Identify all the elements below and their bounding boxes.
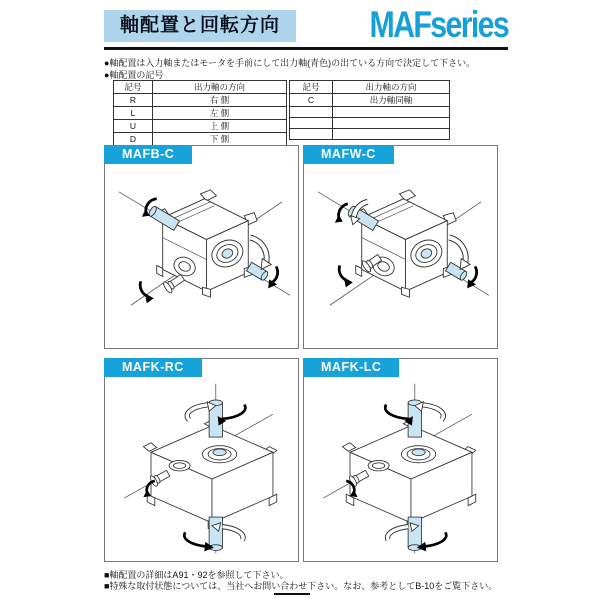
- shaft-symbol-table-right: [289, 80, 450, 140]
- page-title: 軸配置と回転方向: [104, 10, 296, 42]
- panel-label-mafk-lc: MAFK-LC: [303, 358, 399, 377]
- gearbox-drawing-mafk-rc: [105, 378, 298, 559]
- footer-note-2: ■特殊な取付状態については、当社へお問い合わせ下さい。なお、参考としてB-10をご覧下さい。: [104, 581, 498, 591]
- header-symbol: 記号: [290, 81, 333, 94]
- intro-note-2: ●軸配置の記号: [104, 70, 164, 80]
- cell-symbol: L: [114, 107, 153, 120]
- shaft-symbol-table-left: [113, 80, 287, 146]
- cell-direction: 出力軸同軸: [333, 94, 450, 107]
- header-direction: 出力軸の方向: [333, 81, 450, 94]
- panel-label-mafw-c: MAFW-C: [303, 145, 394, 164]
- panel-label-mafk-rc: MAFK-RC: [104, 358, 202, 377]
- table-row: [114, 133, 287, 146]
- cell-symbol: [290, 107, 333, 118]
- panel-label-mafb-c: MAFB-C: [104, 145, 192, 164]
- cell-direction: 右 側: [153, 94, 287, 107]
- panel-mafk-lc: [303, 358, 498, 562]
- cell-direction: 下 側: [153, 133, 287, 146]
- table-row: [290, 94, 450, 107]
- table-header-row: [114, 81, 287, 94]
- gearbox-drawing-mafb-c: [105, 165, 298, 346]
- cell-symbol: D: [114, 133, 153, 146]
- table-row: [290, 107, 450, 118]
- cell-direction: [333, 107, 450, 118]
- table-header-row: [290, 81, 450, 94]
- cell-symbol: [290, 118, 333, 129]
- footer-note-1: ■軸配置の詳細はA91・92を参照して下さい。: [104, 570, 289, 580]
- panel-mafb-c: [104, 145, 299, 349]
- intro-note-1: ●軸配置は入力軸またはモータを手前にして出力軸(青色)の出ている方向で決定して下さい。: [104, 58, 476, 68]
- cell-direction: [333, 118, 450, 129]
- footer-rule-mark: [274, 593, 310, 595]
- panel-mafk-rc: [104, 358, 299, 562]
- header-symbol: 記号: [114, 81, 153, 94]
- brand-logo: MAFseries: [369, 4, 508, 45]
- gearbox-drawing-mafw-c: [304, 165, 497, 346]
- header-direction: 出力軸の方向: [153, 81, 287, 94]
- cell-symbol: U: [114, 120, 153, 133]
- table-row: [290, 118, 450, 129]
- table-row: [114, 120, 287, 133]
- table-row: [290, 129, 450, 140]
- table-row: [114, 107, 287, 120]
- table-row: [114, 94, 287, 107]
- gearbox-drawing-mafk-lc: [304, 378, 497, 559]
- cell-symbol: C: [290, 94, 333, 107]
- panel-mafw-c: [303, 145, 498, 349]
- cell-symbol: [290, 129, 333, 140]
- cell-direction: 左 側: [153, 107, 287, 120]
- header-rule: [104, 47, 508, 50]
- cell-direction: [333, 129, 450, 140]
- cell-direction: 上 側: [153, 120, 287, 133]
- cell-symbol: R: [114, 94, 153, 107]
